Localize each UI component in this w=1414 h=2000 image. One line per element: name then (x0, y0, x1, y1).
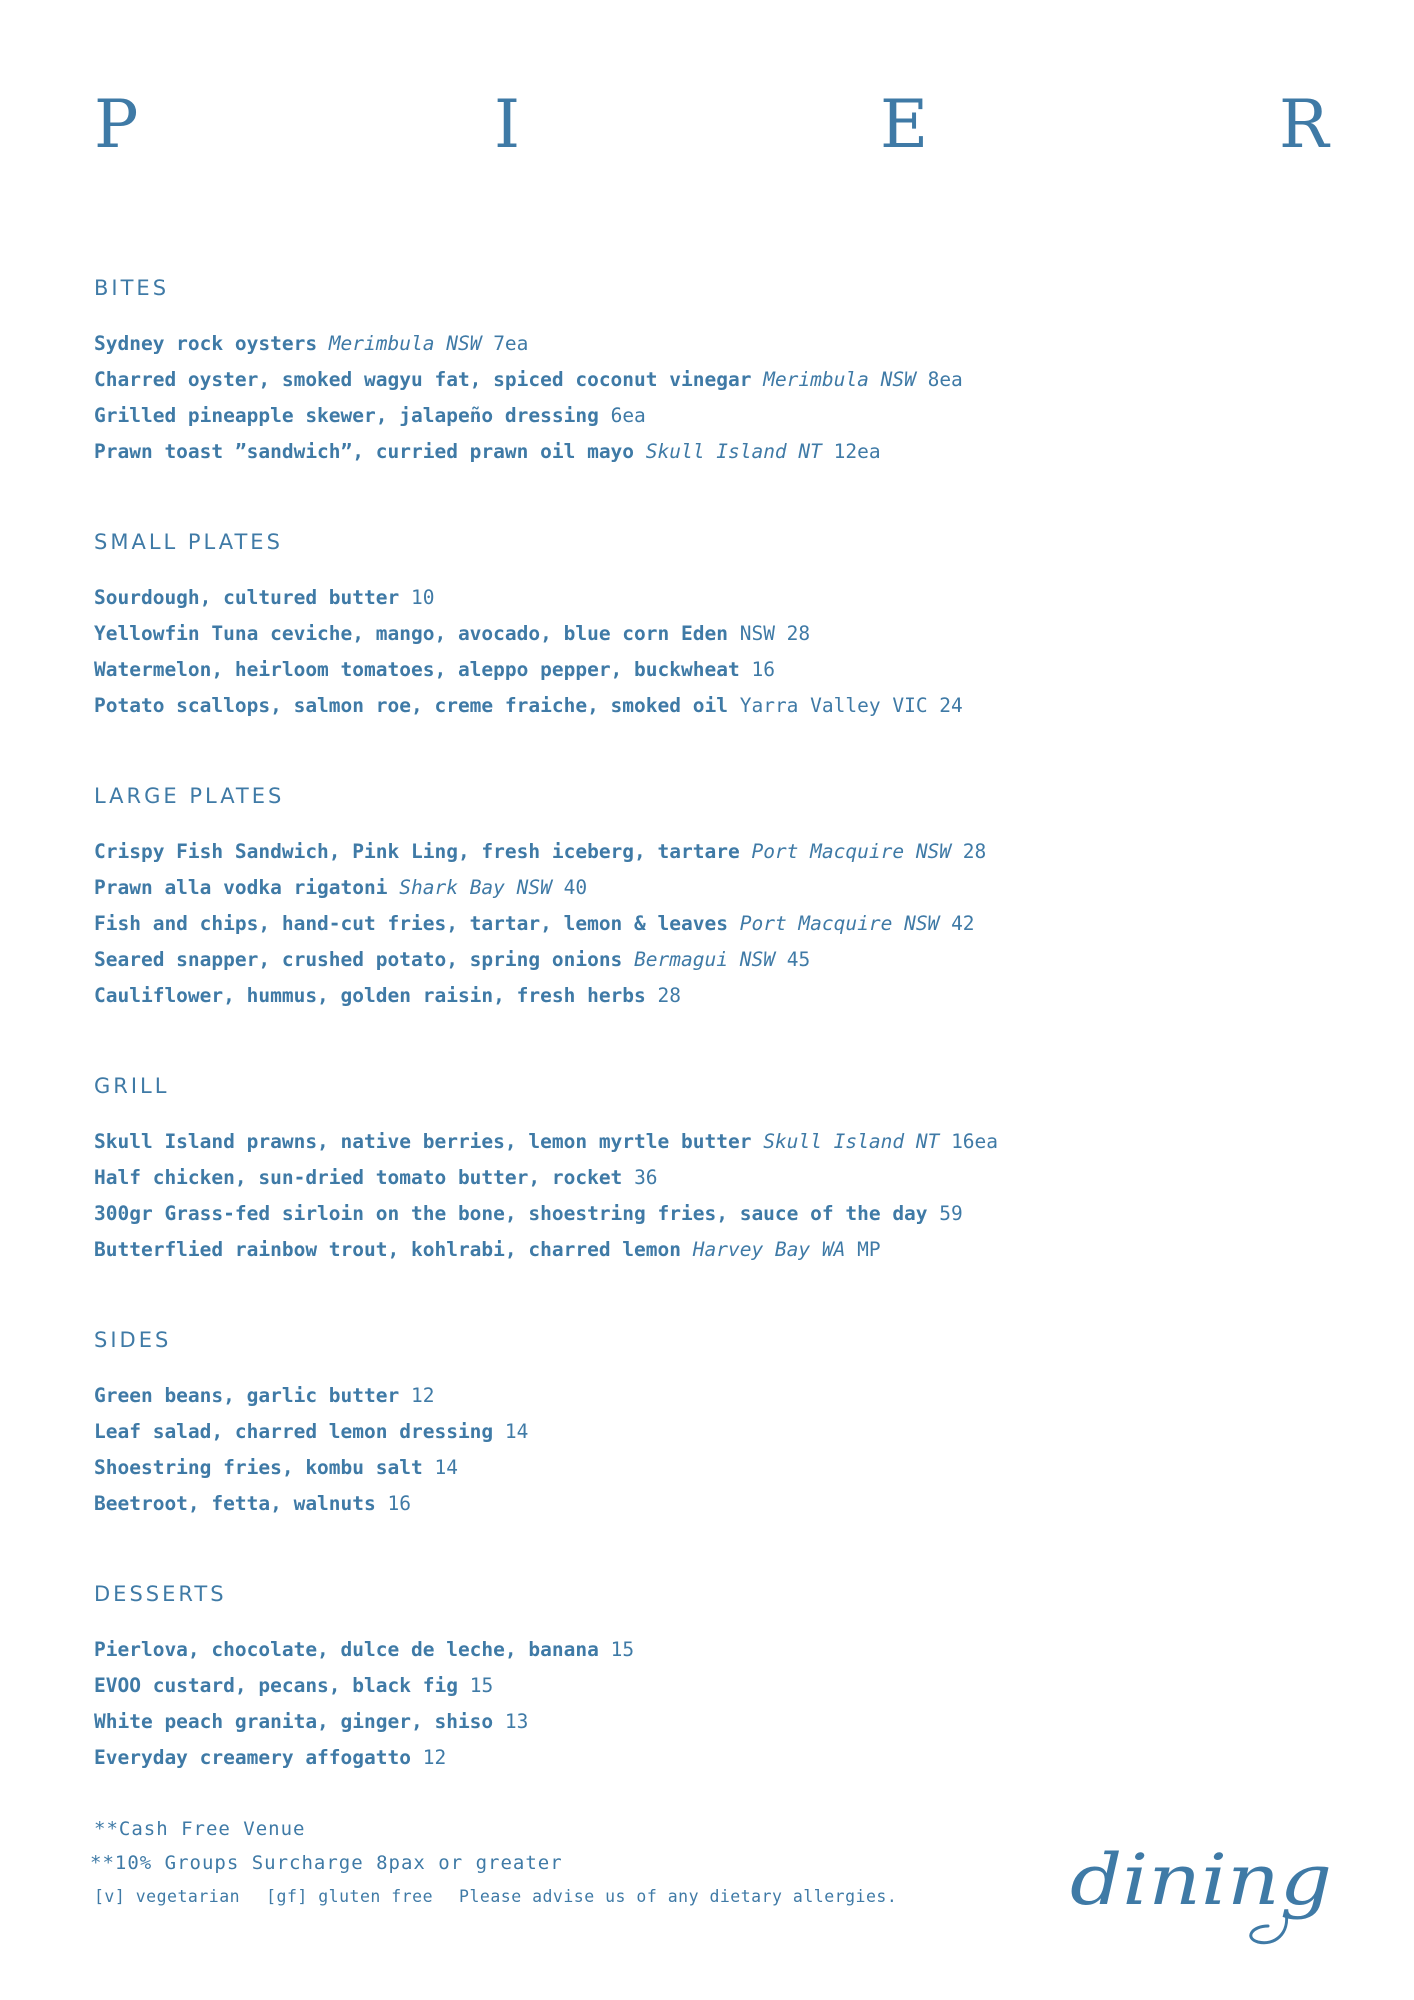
dish-price: 40 (563, 876, 588, 899)
dish-price: 7ea (493, 332, 529, 355)
dish-name: Crispy Fish Sandwich, Pink Ling, fresh iceberg, tartare (94, 840, 740, 863)
dish-name: Grilled pineapple skewer, jalapeño dressing (94, 404, 599, 427)
menu-item (94, 1232, 1334, 1268)
menu-item (94, 652, 1334, 688)
menu-item (94, 1414, 1334, 1450)
dish-name: Potato scallops, salmon roe, creme fraiche, smoked oil (94, 694, 728, 717)
dish-price: 16 (387, 1492, 411, 1515)
dish-name: Everyday creamery affogatto (94, 1746, 411, 1769)
menu-item (94, 1160, 1334, 1196)
dish-origin: Merimbula NSW (328, 332, 482, 355)
menu-item (94, 906, 1334, 942)
section-title: BITES (94, 276, 170, 300)
dish-name: Shoestring fries, kombu salt (94, 1456, 423, 1479)
dish-name: Fish and chips, hand-cut fries, tartar, lemon & leaves (94, 912, 728, 935)
menu-item (94, 1740, 1334, 1776)
section-title: SMALL PLATES (94, 530, 283, 554)
dish-name: Prawn alla vodka rigatoni (94, 876, 388, 899)
section-title: GRILL (94, 1074, 170, 1098)
logo-letter: I (494, 86, 521, 163)
dish-price: 13 (504, 1710, 529, 1733)
dish-price: 28 (962, 840, 987, 863)
dish-price: 59 (939, 1202, 963, 1225)
allergies-note: Please advise us of any dietary allergies. (459, 1887, 898, 1906)
dish-price: 28 (657, 984, 682, 1007)
menu-item (94, 688, 1334, 724)
dish-price: 15 (469, 1674, 494, 1697)
menu-item (94, 870, 1334, 906)
menu-section (94, 522, 1334, 724)
menu-body (94, 268, 1334, 1828)
dish-name: Seared snapper, crushed potato, spring onions (94, 948, 623, 971)
menu-item (94, 978, 1334, 1014)
dish-price: NSW 28 (739, 622, 811, 645)
dish-name: Sydney rock oysters (94, 332, 318, 355)
dish-price: 8ea (927, 368, 963, 391)
menu-item (94, 1196, 1334, 1232)
dish-price: 14 (434, 1456, 458, 1479)
logo-letter: P (94, 86, 139, 163)
dish-price: Yarra Valley VIC 24 (739, 694, 963, 717)
dish-price: 6ea (610, 404, 646, 427)
dish-name: EVOO custard, pecans, black fig (94, 1674, 458, 1697)
menu-item (94, 1378, 1334, 1414)
dish-price: 42 (951, 912, 975, 935)
dish-name: Prawn toast ”sandwich”, curried prawn oil mayo (94, 440, 635, 463)
menu-section (94, 776, 1334, 1014)
surcharge-note: **10% Groups Surcharge 8pax or greater (90, 1852, 563, 1874)
dish-price: 12 (411, 1384, 435, 1407)
dish-name: Charred oyster, smoked wagyu fat, spiced coconut vinegar (94, 368, 752, 391)
dish-name: Beetroot, fetta, walnuts (94, 1492, 376, 1515)
dish-price: 16ea (951, 1130, 999, 1153)
footer-notes (90, 1812, 1094, 1914)
menu-section (94, 1574, 1334, 1776)
dish-origin: Shark Bay NSW (399, 876, 552, 899)
menu-item (94, 326, 1334, 362)
menu-item (94, 942, 1334, 978)
dish-price: MP (857, 1238, 881, 1261)
dish-name: Sourdough, cultured butter (94, 586, 400, 609)
menu-item (94, 1704, 1334, 1740)
menu-item (94, 1124, 1334, 1160)
dish-origin: Merimbula NSW (763, 368, 916, 391)
menu-section (94, 1066, 1334, 1268)
dish-price: 36 (634, 1166, 658, 1189)
menu-item (94, 834, 1334, 870)
menu-item (94, 1632, 1334, 1668)
dish-price: 16 (751, 658, 775, 681)
dish-name: Yellowfin Tuna ceviche, mango, avocado, blue corn Eden (94, 622, 728, 645)
dish-price: 12ea (833, 440, 881, 463)
section-title: LARGE PLATES (94, 784, 285, 808)
dining-signature (1068, 1842, 1338, 1952)
menu-item (94, 580, 1334, 616)
dish-price: 12 (422, 1746, 447, 1769)
dish-name: 300gr Grass-fed sirloin on the bone, shoestring fries, sauce of the day (94, 1202, 928, 1225)
dish-origin: Skull Island NT (645, 440, 822, 463)
menu-item (94, 434, 1334, 470)
menu-item (94, 616, 1334, 652)
menu-section (94, 268, 1334, 470)
menu-item (94, 1450, 1334, 1486)
section-title: SIDES (94, 1328, 172, 1352)
logo-letter: E (880, 86, 929, 163)
dish-name: Butterflied rainbow trout, kohlrabi, charred lemon (94, 1238, 681, 1261)
dish-origin: Skull Island NT (763, 1130, 940, 1153)
menu-item (94, 1668, 1334, 1704)
dish-origin: Port Macquire NSW (739, 912, 940, 935)
dish-origin: Bermagui NSW (634, 948, 775, 971)
dish-name: Skull Island prawns, native berries, lemon myrtle butter (94, 1130, 752, 1153)
dish-origin: Harvey Bay WA (692, 1238, 846, 1261)
dish-name: Pierlova, chocolate, dulce de leche, banana (94, 1638, 599, 1661)
logo-letter: R (1279, 86, 1329, 163)
menu-section (94, 1320, 1334, 1522)
dish-origin: Port Macquire NSW (751, 840, 952, 863)
logo-pier (94, 80, 1334, 170)
dish-price: 10 (411, 586, 435, 609)
dish-name: Watermelon, heirloom tomatoes, aleppo pepper, buckwheat (94, 658, 740, 681)
dish-name: Green beans, garlic butter (94, 1384, 400, 1407)
dining-signature-text: dining (1070, 1842, 1332, 1921)
dietary-legend (94, 1880, 1094, 1914)
menu-item (94, 398, 1334, 434)
dish-name: Cauliflower, hummus, golden raisin, fresh herbs (94, 984, 646, 1007)
dish-price: 45 (786, 948, 811, 971)
cash-free-note: **Cash Free Venue (94, 1818, 306, 1840)
menu-item (94, 362, 1334, 398)
dish-name: White peach granita, ginger, shiso (94, 1710, 494, 1733)
gluten-free-legend: [gf] gluten free (266, 1887, 434, 1906)
menu-item (94, 1486, 1334, 1522)
dish-price: 15 (610, 1638, 635, 1661)
dish-name: Half chicken, sun-dried tomato butter, rocket (94, 1166, 623, 1189)
dish-name: Leaf salad, charred lemon dressing (94, 1420, 494, 1443)
dish-price: 14 (504, 1420, 529, 1443)
section-title: DESSERTS (94, 1582, 227, 1606)
vegetarian-legend: [v] vegetarian (94, 1887, 241, 1906)
